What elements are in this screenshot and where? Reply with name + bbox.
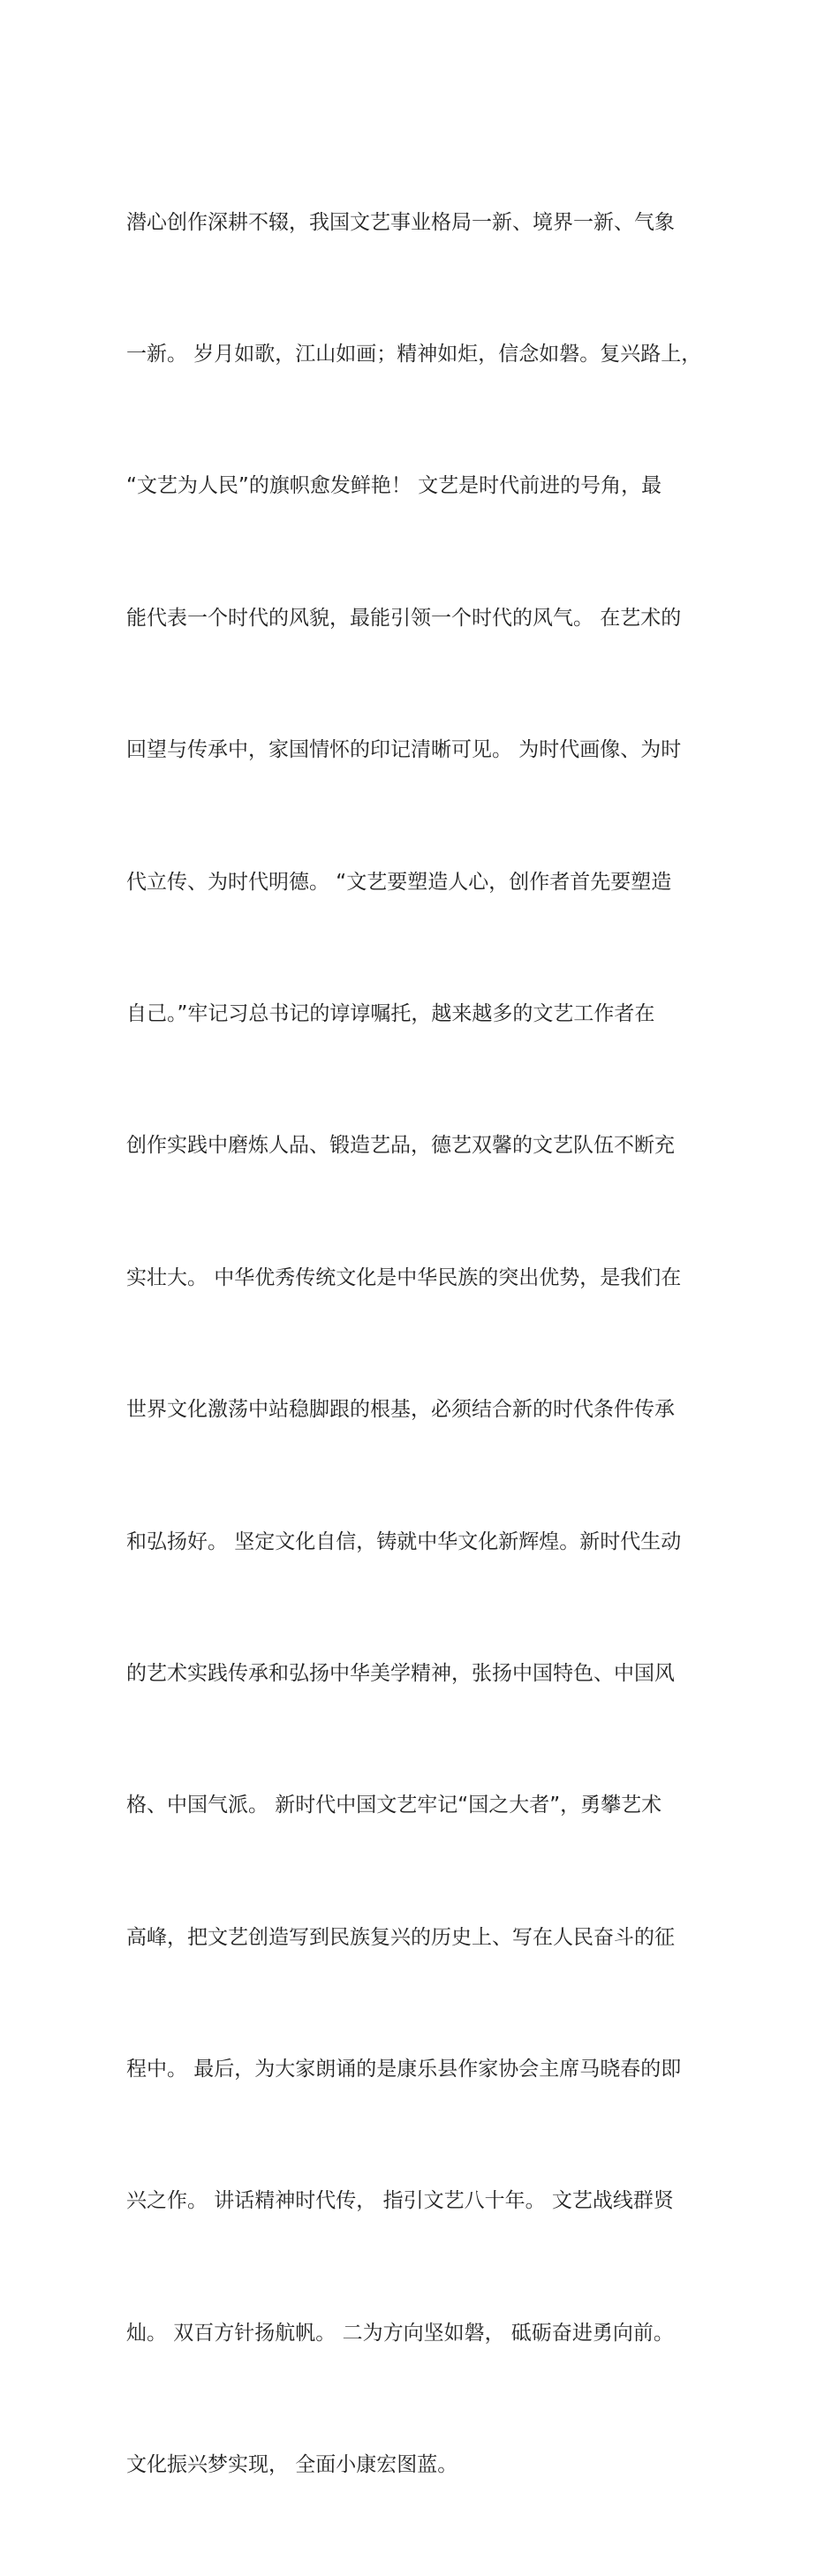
text-line-17: 灿。 双百方针扬航帆。 二为方向坚如磐， 砥砺奋进勇向前。 — [126, 2321, 674, 2345]
text-line-11: 和弘扬好。 坚定文化自信，铸就中华文化新辉煌。新时代生动 — [126, 1530, 682, 1553]
text-line-4: 能代表一个时代的风貌，最能引领一个时代的风气。 在艺术的 — [126, 606, 682, 630]
text-line-10: 世界文化激荡中站稳脚跟的根基，必须结合新的时代条件传承 — [126, 1398, 675, 1422]
text-line-18: 文化振兴梦实现， 全面小康宏图蓝。 — [126, 2453, 458, 2477]
text-line-2: 一新。 岁月如歌，江山如画；精神如炬，信念如磐。复兴路上， — [126, 342, 702, 366]
body-text — [126, 113, 727, 2576]
text-line-8: 创作实践中磨炼人品、锻造艺品，德艺双馨的文艺队伍不断充 — [126, 1134, 675, 1158]
text-line-13: 格、中国气派。 新时代中国文艺牢记“国之大者”，勇攀艺术 — [126, 1794, 662, 1817]
text-line-15: 程中。 最后，为大家朗诵的是康乐县作家协会主席马晓春的即 — [126, 2058, 682, 2081]
text-line-12: 的艺术实践传承和弘扬中华美学精神，张扬中国特色、中国风 — [126, 1661, 675, 1685]
text-line-5: 回望与传承中，家国情怀的印记清晰可见。 为时代画像、为时 — [126, 738, 682, 762]
text-line-3: “文艺为人民”的旗帜愈发鲜艳！ 文艺是时代前进的号角，最 — [126, 474, 662, 498]
text-line-6: 代立传、为时代明德。 “文艺要塑造人心，创作者首先要塑造 — [126, 870, 672, 894]
text-line-7: 自己。”牢记习总书记的谆谆嘱托，越来越多的文艺工作者在 — [126, 1001, 655, 1025]
text-line-14: 高峰，把文艺创造写到民族复兴的历史上、写在人民奋斗的征 — [126, 1925, 675, 1949]
text-line-16: 兴之作。 讲话精神时代传， 指引文艺八十年。 文艺战线群贤 — [126, 2189, 674, 2213]
text-line-1: 潜心创作深耕不辍，我国文艺事业格局一新、境界一新、气象 — [126, 210, 675, 234]
text-line-9: 实壮大。 中华优秀传统文化是中华民族的突出优势，是我们在 — [126, 1265, 682, 1289]
